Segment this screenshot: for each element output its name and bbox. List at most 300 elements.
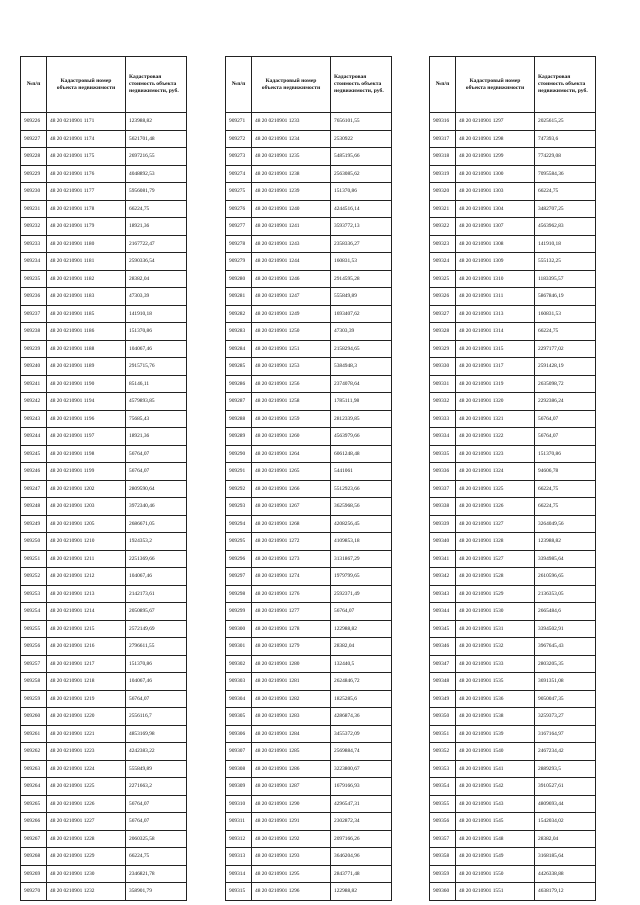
row-number: 909228 <box>21 148 47 166</box>
cadastral-cost: 2590336,54 <box>126 253 187 271</box>
cadastral-cost: 2809590,64 <box>126 480 187 498</box>
cadastral-number: 48 20 0210901 1308 <box>456 235 535 253</box>
cadastral-cost: 2569884,74 <box>331 743 392 761</box>
cadastral-number: 48 20 0210901 1531 <box>456 620 535 638</box>
cadastral-number: 48 20 0210901 1232 <box>47 883 126 901</box>
cadastral-number: 48 20 0210901 1530 <box>456 603 535 621</box>
row-number: 909356 <box>430 813 456 831</box>
cadastral-number: 48 20 0210901 1218 <box>47 673 126 691</box>
row-number: 909345 <box>430 620 456 638</box>
cadastral-cost: 4638179,12 <box>535 883 596 901</box>
cadastral-number: 48 20 0210901 1283 <box>252 708 331 726</box>
cadastral-number: 48 20 0210901 1247 <box>252 288 331 306</box>
header-cadastral-cost: Кадастровая стоимость объекта недвижимости, руб. <box>535 57 596 113</box>
cadastral-number: 48 20 0210901 1239 <box>252 183 331 201</box>
cadastral-cost: 4244516,14 <box>331 200 392 218</box>
row-number: 909277 <box>226 218 252 236</box>
cadastral-cost: 1785111,98 <box>331 393 392 411</box>
cadastral-cost: 4853169,98 <box>126 725 187 743</box>
table-row <box>226 603 392 621</box>
row-number: 909297 <box>226 568 252 586</box>
cadastral-number: 48 20 0210901 1293 <box>252 848 331 866</box>
cadastral-cost: 122988,82 <box>331 883 392 901</box>
row-number: 909294 <box>226 515 252 533</box>
table-row <box>226 445 392 463</box>
table-row <box>226 113 392 131</box>
table-row <box>21 130 187 148</box>
row-number: 909263 <box>21 760 47 778</box>
table-row <box>226 480 392 498</box>
row-number: 909289 <box>226 428 252 446</box>
cadastral-number: 48 20 0210901 1203 <box>47 498 126 516</box>
cadastral-cost: 56764,07 <box>126 690 187 708</box>
cadastral-cost: 3910527,61 <box>535 778 596 796</box>
row-number: 909306 <box>226 725 252 743</box>
row-number: 909333 <box>430 410 456 428</box>
cadastral-number: 48 20 0210901 1220 <box>47 708 126 726</box>
row-number: 909300 <box>226 620 252 638</box>
table-row <box>21 410 187 428</box>
cadastral-number: 48 20 0210901 1171 <box>47 113 126 131</box>
table-row <box>226 655 392 673</box>
cadastral-cost: 56764,07 <box>535 410 596 428</box>
row-number: 909305 <box>226 708 252 726</box>
row-number: 909241 <box>21 375 47 393</box>
cadastral-cost: 2142173,61 <box>126 585 187 603</box>
cadastral-number: 48 20 0210901 1297 <box>456 113 535 131</box>
row-number: 909278 <box>226 235 252 253</box>
table-row <box>226 183 392 201</box>
table-row <box>430 743 596 761</box>
cadastral-cost: 2592371,49 <box>331 585 392 603</box>
row-number: 909236 <box>21 288 47 306</box>
table-row <box>21 778 187 796</box>
cadastral-number: 48 20 0210901 1186 <box>47 323 126 341</box>
row-number: 909260 <box>21 708 47 726</box>
table-row <box>430 550 596 568</box>
row-number: 909310 <box>226 795 252 813</box>
cadastral-number: 48 20 0210901 1276 <box>252 585 331 603</box>
table-row <box>430 410 596 428</box>
cadastral-cost: 4296547,31 <box>331 795 392 813</box>
cadastral-cost: 94606,78 <box>535 463 596 481</box>
row-number: 909307 <box>226 743 252 761</box>
cadastral-cost: 4242383,22 <box>126 743 187 761</box>
cadastral-cost: 2292386,24 <box>535 393 596 411</box>
table-row <box>226 760 392 778</box>
cadastral-cost: 56764,07 <box>535 428 596 446</box>
table-row <box>21 743 187 761</box>
table-row <box>21 288 187 306</box>
cadastral-number: 48 20 0210901 1196 <box>47 410 126 428</box>
row-number: 909322 <box>430 218 456 236</box>
cadastral-number: 48 20 0210901 1325 <box>456 480 535 498</box>
cadastral-cost: 2889293,5 <box>535 760 596 778</box>
table-row <box>226 620 392 638</box>
row-number: 909239 <box>21 340 47 358</box>
cadastral-number: 48 20 0210901 1540 <box>456 743 535 761</box>
row-number: 909250 <box>21 533 47 551</box>
cadastral-cost: 4809693,44 <box>535 795 596 813</box>
table-row <box>21 883 187 901</box>
table-row <box>21 533 187 551</box>
cadastral-number: 48 20 0210901 1229 <box>47 848 126 866</box>
table-row <box>21 323 187 341</box>
cadastral-cost: 2624846,72 <box>331 673 392 691</box>
table-row <box>21 393 187 411</box>
cadastral-number: 48 20 0210901 1211 <box>47 550 126 568</box>
cadastral-cost: 747393,6 <box>535 130 596 148</box>
row-number: 909350 <box>430 708 456 726</box>
cadastral-cost: 3264049,56 <box>535 515 596 533</box>
row-number: 909317 <box>430 130 456 148</box>
cadastral-cost: 56764,07 <box>126 463 187 481</box>
table-row <box>21 235 187 253</box>
cadastral-cost: 66224,75 <box>535 480 596 498</box>
cadastral-number: 48 20 0210901 1320 <box>456 393 535 411</box>
cadastral-number: 48 20 0210901 1284 <box>252 725 331 743</box>
row-number: 909249 <box>21 515 47 533</box>
cadastral-number: 48 20 0210901 1185 <box>47 305 126 323</box>
row-number: 909269 <box>21 865 47 883</box>
cadastral-number: 48 20 0210901 1285 <box>252 743 331 761</box>
row-number: 909257 <box>21 655 47 673</box>
cadastral-number: 48 20 0210901 1214 <box>47 603 126 621</box>
cadastral-number: 48 20 0210901 1307 <box>456 218 535 236</box>
cadastral-cost: 2060325,58 <box>126 830 187 848</box>
table-row <box>226 305 392 323</box>
table-row <box>21 585 187 603</box>
row-number: 909308 <box>226 760 252 778</box>
cadastral-cost: 104067,46 <box>126 568 187 586</box>
cadastral-number: 48 20 0210901 1278 <box>252 620 331 638</box>
cadastral-number: 48 20 0210901 1538 <box>456 708 535 726</box>
cadastral-number: 48 20 0210901 1296 <box>252 883 331 901</box>
cadastral-number: 48 20 0210901 1317 <box>456 358 535 376</box>
row-number: 909360 <box>430 883 456 901</box>
cadastral-cost: 7095584,36 <box>535 165 596 183</box>
row-number: 909253 <box>21 585 47 603</box>
table-row <box>430 760 596 778</box>
row-number: 909313 <box>226 848 252 866</box>
cadastral-cost: 2635098,72 <box>535 375 596 393</box>
cadastral-cost: 4426338,88 <box>535 865 596 883</box>
table-row <box>21 620 187 638</box>
row-number: 909323 <box>430 235 456 253</box>
table-row <box>430 445 596 463</box>
cadastral-number: 48 20 0210901 1274 <box>252 568 331 586</box>
table-row <box>21 760 187 778</box>
cadastral-cost: 1924353,2 <box>126 533 187 551</box>
cadastral-cost: 1825285,6 <box>331 690 392 708</box>
row-number: 909335 <box>430 445 456 463</box>
table-row <box>226 375 392 393</box>
cadastral-cost: 3482707,25 <box>535 200 596 218</box>
table-row <box>21 218 187 236</box>
table-row <box>430 778 596 796</box>
row-number: 909301 <box>226 638 252 656</box>
table-row <box>21 480 187 498</box>
table-row <box>430 358 596 376</box>
cadastral-number: 48 20 0210901 1527 <box>456 550 535 568</box>
row-number: 909312 <box>226 830 252 848</box>
table-row <box>430 288 596 306</box>
table-row <box>430 813 596 831</box>
table-row <box>430 113 596 131</box>
cadastral-cost: 2346821,78 <box>126 865 187 883</box>
cadastral-cost: 28382,04 <box>535 830 596 848</box>
table-row <box>226 743 392 761</box>
cadastral-cost: 3625968,56 <box>331 498 392 516</box>
cadastral-cost: 2271663,2 <box>126 778 187 796</box>
cadastral-cost: 1979799,65 <box>331 568 392 586</box>
row-number: 909258 <box>21 673 47 691</box>
cadastral-number: 48 20 0210901 1273 <box>252 550 331 568</box>
row-number: 909242 <box>21 393 47 411</box>
cadastral-number: 48 20 0210901 1202 <box>47 480 126 498</box>
cadastral-cost: 151370,86 <box>535 445 596 463</box>
cadastral-number: 48 20 0210901 1304 <box>456 200 535 218</box>
cadastral-number: 48 20 0210901 1281 <box>252 673 331 691</box>
row-number: 909283 <box>226 323 252 341</box>
row-number: 909329 <box>430 340 456 358</box>
table-row <box>430 585 596 603</box>
cadastral-cost: 2914595,28 <box>331 270 392 288</box>
row-number: 909346 <box>430 638 456 656</box>
cadastral-cost: 555132,25 <box>535 253 596 271</box>
table-row <box>430 463 596 481</box>
cadastral-cost: 2563085,62 <box>331 165 392 183</box>
table-row <box>21 865 187 883</box>
cadastral-number: 48 20 0210901 1174 <box>47 130 126 148</box>
table-row <box>226 883 392 901</box>
row-number: 909230 <box>21 183 47 201</box>
cadastral-cost: 4563962,83 <box>535 218 596 236</box>
cadastral-number: 48 20 0210901 1213 <box>47 585 126 603</box>
cadastral-number: 48 20 0210901 1194 <box>47 393 126 411</box>
cadastral-cost: 3259373,27 <box>535 708 596 726</box>
cadastral-number: 48 20 0210901 1180 <box>47 235 126 253</box>
cadastral-number: 48 20 0210901 1189 <box>47 358 126 376</box>
table-row <box>430 515 596 533</box>
cadastral-number: 48 20 0210901 1327 <box>456 515 535 533</box>
cadastral-cost: 2572149,69 <box>126 620 187 638</box>
table-row <box>430 480 596 498</box>
row-number: 909234 <box>21 253 47 271</box>
cadastral-table-1 <box>20 56 187 901</box>
cadastral-cost: 151370,86 <box>126 655 187 673</box>
cadastral-number: 48 20 0210901 1221 <box>47 725 126 743</box>
table-row <box>430 830 596 848</box>
cadastral-cost: 555849,89 <box>331 288 392 306</box>
cadastral-number: 48 20 0210901 1310 <box>456 270 535 288</box>
cadastral-number: 48 20 0210901 1251 <box>252 340 331 358</box>
row-number: 909332 <box>430 393 456 411</box>
table-row <box>430 603 596 621</box>
row-number: 909276 <box>226 200 252 218</box>
cadastral-number: 48 20 0210901 1183 <box>47 288 126 306</box>
cadastral-cost: 2915715,76 <box>126 358 187 376</box>
header-row <box>430 57 596 113</box>
cadastral-number: 48 20 0210901 1230 <box>47 865 126 883</box>
row-number: 909343 <box>430 585 456 603</box>
table-row <box>226 270 392 288</box>
cadastral-cost: 18921,36 <box>126 428 187 446</box>
table-row <box>21 375 187 393</box>
row-number: 909281 <box>226 288 252 306</box>
cadastral-number: 48 20 0210901 1328 <box>456 533 535 551</box>
cadastral-cost: 141910,18 <box>126 305 187 323</box>
row-number: 909284 <box>226 340 252 358</box>
table-row <box>21 725 187 743</box>
row-number: 909240 <box>21 358 47 376</box>
row-number: 909293 <box>226 498 252 516</box>
table-row <box>226 410 392 428</box>
cadastral-number: 48 20 0210901 1249 <box>252 305 331 323</box>
cadastral-number: 48 20 0210901 1240 <box>252 200 331 218</box>
row-number: 909352 <box>430 743 456 761</box>
cadastral-number: 48 20 0210901 1176 <box>47 165 126 183</box>
table-row <box>430 183 596 201</box>
cadastral-number: 48 20 0210901 1314 <box>456 323 535 341</box>
cadastral-number: 48 20 0210901 1250 <box>252 323 331 341</box>
cadastral-number: 48 20 0210901 1182 <box>47 270 126 288</box>
table-row <box>430 708 596 726</box>
cadastral-cost: 123988,82 <box>126 113 187 131</box>
cadastral-cost: 3167164,97 <box>535 725 596 743</box>
cadastral-cost: 2843771,48 <box>331 865 392 883</box>
table-row <box>226 848 392 866</box>
cadastral-cost: 28382,04 <box>126 270 187 288</box>
table-row <box>226 200 392 218</box>
table-row <box>21 655 187 673</box>
cadastral-cost: 2097166,26 <box>331 830 392 848</box>
table-row <box>21 603 187 621</box>
table-row <box>430 375 596 393</box>
table-row <box>21 428 187 446</box>
cadastral-number: 48 20 0210901 1253 <box>252 358 331 376</box>
cadastral-cost: 85146,11 <box>126 375 187 393</box>
table-row <box>226 288 392 306</box>
cadastral-cost: 18921,36 <box>126 218 187 236</box>
table-row <box>430 305 596 323</box>
cadastral-cost: 66224,75 <box>535 498 596 516</box>
table-row <box>430 340 596 358</box>
cadastral-cost: 5867846,19 <box>535 288 596 306</box>
cadastral-number: 48 20 0210901 1212 <box>47 568 126 586</box>
row-number: 909268 <box>21 848 47 866</box>
cadastral-number: 48 20 0210901 1258 <box>252 393 331 411</box>
table-row <box>226 673 392 691</box>
cadastral-number: 48 20 0210901 1181 <box>47 253 126 271</box>
row-number: 909267 <box>21 830 47 848</box>
row-number: 909274 <box>226 165 252 183</box>
table-row <box>21 708 187 726</box>
cadastral-cost: 56764,07 <box>331 603 392 621</box>
table-row <box>21 270 187 288</box>
cadastral-cost: 2467234,42 <box>535 743 596 761</box>
cadastral-number: 48 20 0210901 1243 <box>252 235 331 253</box>
row-number: 909256 <box>21 638 47 656</box>
cadastral-cost: 122988,82 <box>331 620 392 638</box>
table-row <box>430 428 596 446</box>
table-row <box>430 218 596 236</box>
row-number: 909330 <box>430 358 456 376</box>
cadastral-cost: 2803205,35 <box>535 655 596 673</box>
cadastral-cost: 3967645,43 <box>535 638 596 656</box>
table-row <box>226 725 392 743</box>
row-number: 909315 <box>226 883 252 901</box>
cadastral-number: 48 20 0210901 1205 <box>47 515 126 533</box>
cadastral-number: 48 20 0210901 1265 <box>252 463 331 481</box>
cadastral-cost: 555849,89 <box>126 760 187 778</box>
cadastral-number: 48 20 0210901 1300 <box>456 165 535 183</box>
header-cadastral-number: Кадастровый номер объекта недвижимости <box>252 57 331 113</box>
table-row <box>430 165 596 183</box>
table-row <box>430 655 596 673</box>
cadastral-cost: 2686671,05 <box>126 515 187 533</box>
cadastral-number: 48 20 0210901 1280 <box>252 655 331 673</box>
cadastral-number: 48 20 0210901 1326 <box>456 498 535 516</box>
cadastral-cost: 774229,08 <box>535 148 596 166</box>
table-row <box>21 340 187 358</box>
table-row <box>21 690 187 708</box>
table-row <box>430 690 596 708</box>
header-number: №п/п <box>430 57 456 113</box>
cadastral-cost: 3131867,29 <box>331 550 392 568</box>
row-number: 909342 <box>430 568 456 586</box>
row-number: 909270 <box>21 883 47 901</box>
cadastral-number: 48 20 0210901 1536 <box>456 690 535 708</box>
row-number: 909349 <box>430 690 456 708</box>
table-row <box>21 358 187 376</box>
row-number: 909351 <box>430 725 456 743</box>
table-row <box>226 235 392 253</box>
cadastral-cost: 2025615,25 <box>535 113 596 131</box>
row-number: 909251 <box>21 550 47 568</box>
row-number: 909348 <box>430 673 456 691</box>
cadastral-cost: 56764,07 <box>126 445 187 463</box>
row-number: 909273 <box>226 148 252 166</box>
cadastral-cost: 1183395,57 <box>535 270 596 288</box>
cadastral-cost: 2251369,66 <box>126 550 187 568</box>
row-number: 909340 <box>430 533 456 551</box>
row-number: 909355 <box>430 795 456 813</box>
cadastral-number: 48 20 0210901 1215 <box>47 620 126 638</box>
cadastral-cost: 2374078,64 <box>331 375 392 393</box>
row-number: 909309 <box>226 778 252 796</box>
cadastral-table-3 <box>429 56 596 901</box>
cadastral-cost: 2297177,02 <box>535 340 596 358</box>
table-row <box>226 778 392 796</box>
cadastral-cost: 2556116,7 <box>126 708 187 726</box>
cadastral-number: 48 20 0210901 1277 <box>252 603 331 621</box>
row-number: 909255 <box>21 620 47 638</box>
cadastral-cost: 5384948,3 <box>331 358 392 376</box>
row-number: 909245 <box>21 445 47 463</box>
row-number: 909318 <box>430 148 456 166</box>
row-number: 909331 <box>430 375 456 393</box>
cadastral-cost: 3646204,96 <box>331 848 392 866</box>
cadastral-cost: 2136353,05 <box>535 585 596 603</box>
cadastral-cost: 2610596,65 <box>535 568 596 586</box>
row-number: 909339 <box>430 515 456 533</box>
row-number: 909354 <box>430 778 456 796</box>
cadastral-number: 48 20 0210901 1528 <box>456 568 535 586</box>
cadastral-cost: 3691351,08 <box>535 673 596 691</box>
row-number: 909327 <box>430 305 456 323</box>
cadastral-number: 48 20 0210901 1298 <box>456 130 535 148</box>
